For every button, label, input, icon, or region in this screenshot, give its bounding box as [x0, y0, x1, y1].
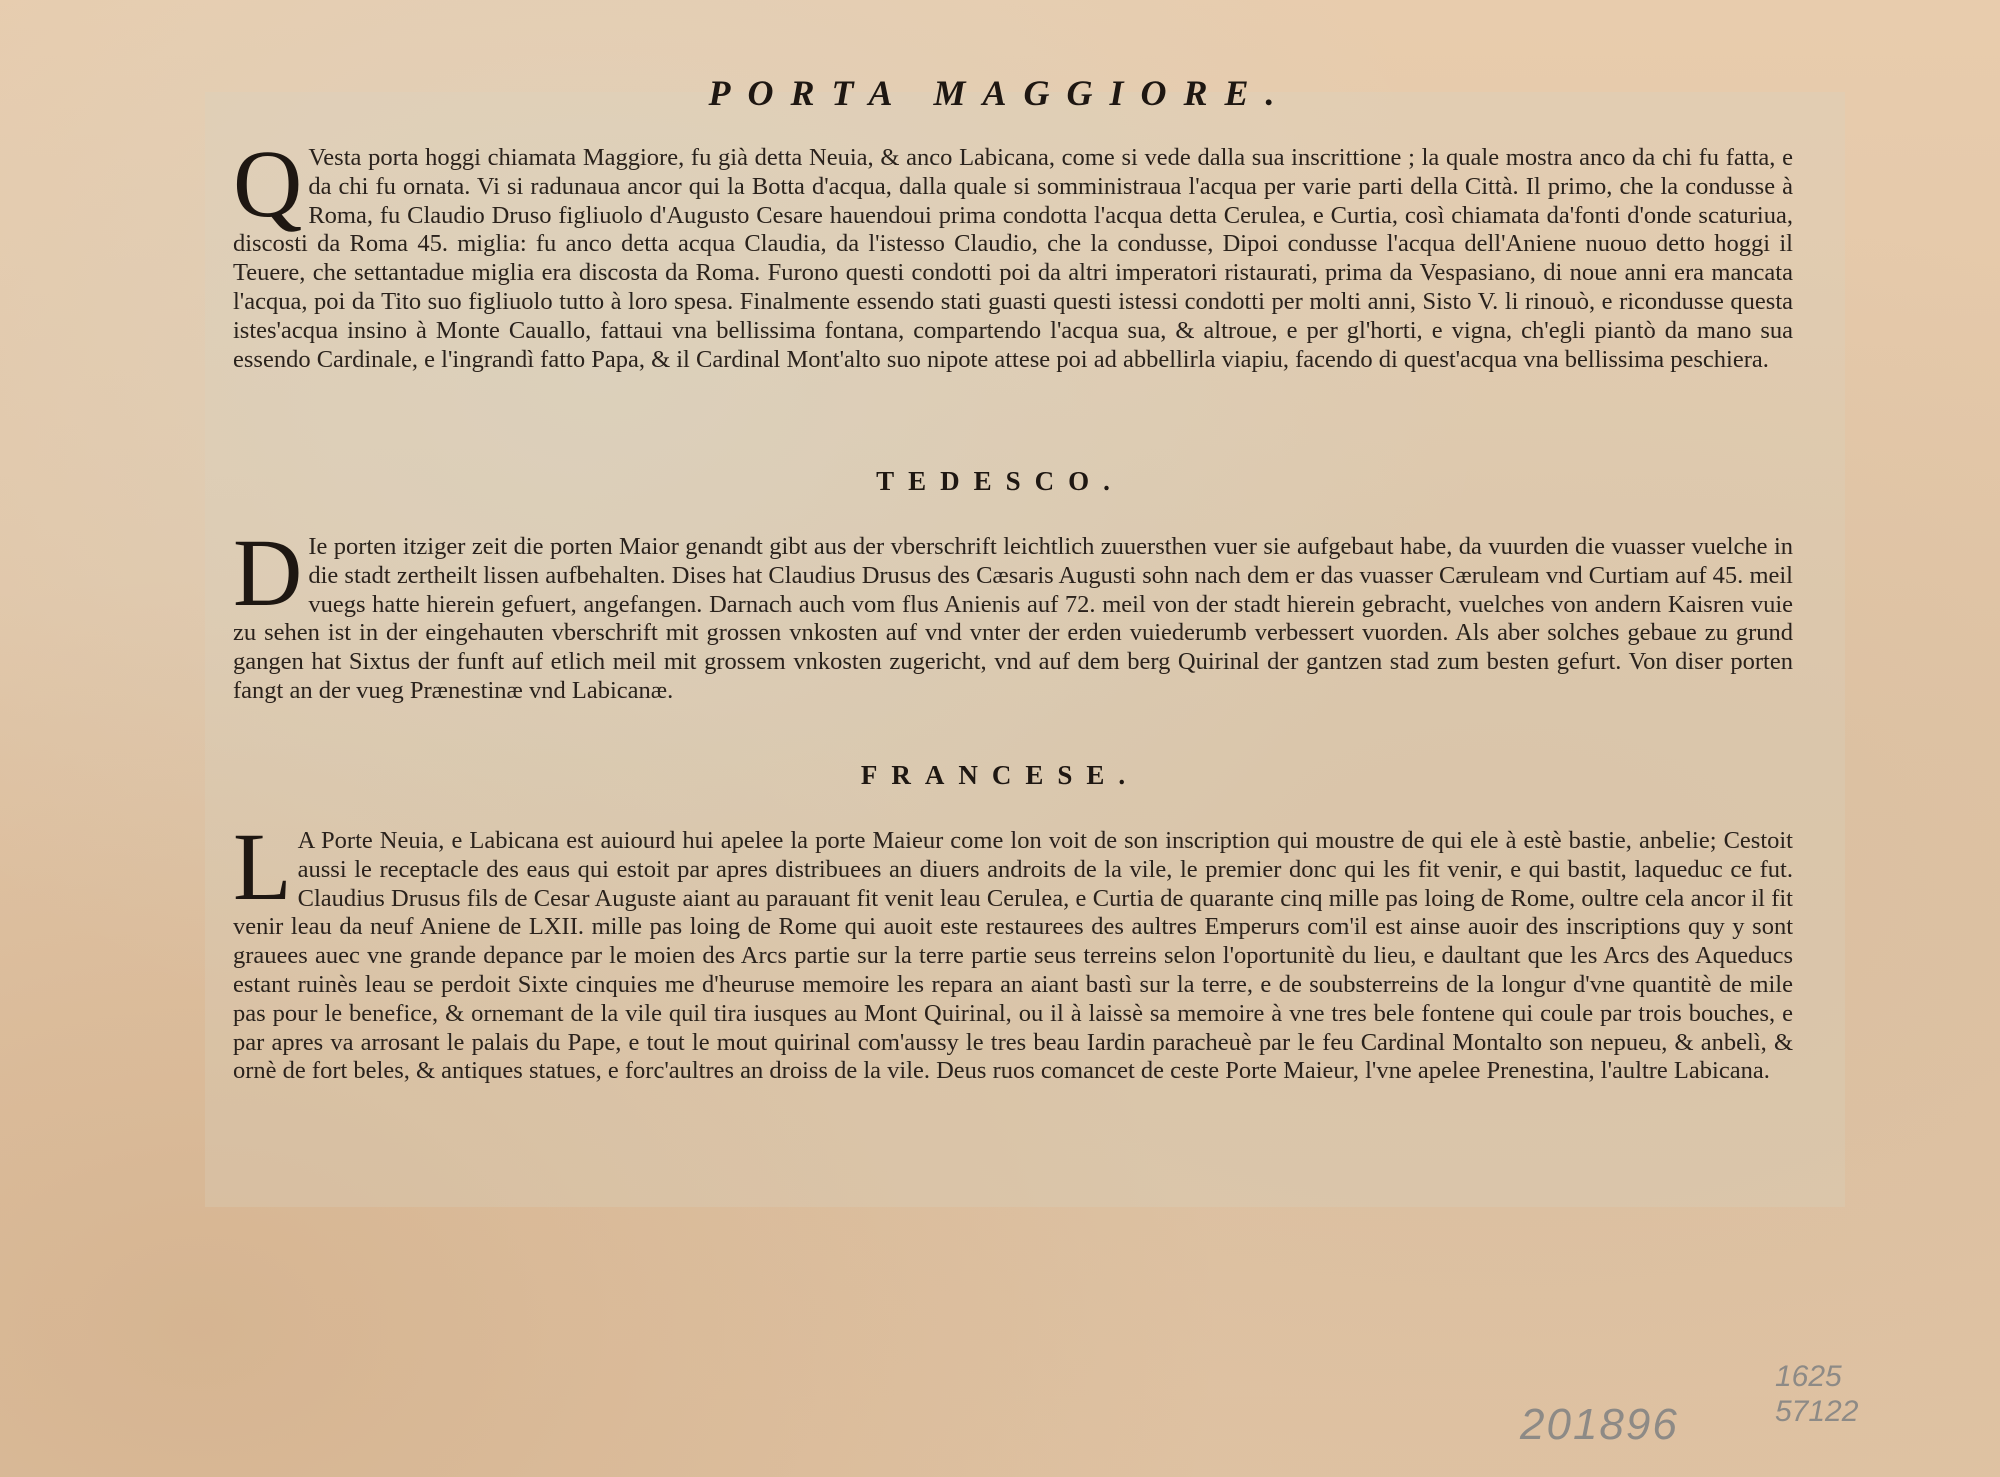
drop-cap: Q — [233, 130, 303, 237]
paragraph-text: Ie porten itziger zeit die porten Maior genandt gibt aus der vberschrift leichtlich zuuersthen vuer sie aufgebaut habe, da vuurden die vuasser vuelche in die stadt zertheilt lissen aufbehalten. Dises hat Claudius Drusus des Cæsaris Augusti sohn nach dem er das vuasser Cæruleam vnd Curtiam auf 45. meil vuegs hatte hierein gefuert, angefangen. Darnach auch vom flus Anienis auf 72. meil von der stadt hierein gebracht, vuelches von andern Kaisren vuie zu sehen ist in der eingehauten vberschrift mit grossen vnkosten auf vnd vnter der erden vuiederumb verbessert vuorden. Als aber solches gebaue zu grund gangen hat Sixtus der funft auf etlich meil mit grossem vnkosten zugericht, vnd auf dem berg Quirinal der gantzen stad zum besten gefurt. Von diser porten fangt an der vueg Prænestinæ vnd Labicanæ. — [233, 533, 1793, 704]
drop-cap: D — [233, 519, 303, 626]
paragraph-text: A Porte Neuia, e Labicana est auiourd hui apelee la porte Maieur come lon voit de son inscription qui moustre de qui ele à estè bastie, anbelie; Cestoit aussi le receptacle des eaus qui estoit par apres distribuees an diuers androits de la vile, le premier donc qui les fit venir, e qui bastit, laqueduc ce fut. Claudius Drusus fils de Cesar Auguste aiant au parauant fit venit leau Cerulea, e Curtia de quarante cinq mille pas loing de Rome, oultre cela ancor il fit venir leau da neuf Aniene de LXII. mille pas loing de Rome qui auoit este restaurees des aultres Emperurs com'il est ainse auoir des inscriptions quy y sont grauees auec vne grande depance par le moien des Arcs partie sur la terre partie seus terreins selon l'oportunitè du lieu, e daultant que les Arcs des Aqueducs estant ruinès leau se perdoit Sixte cinquies me d'heuruse memoire les repara an aiant bastì sur la terre, e de soubsterreins de la longur d'vne quantitè de mile pas pour le benefice, & ornemant de la vile quil tira iusques au Mont Quirinal, ou il à laissè sa memoire à vne tres bele fontene qui coule par trois bouches, e par apres va arrosant le palais du Pape, e tout le mout quirinal com'aussy le tres beau Iardin paracheuè par le feu Cardinal Montalto son nepueu, & anbelì, & ornè de fort beles, & antiques statues, e forc'aultres an droiss de la vile. Deus ruos comancet de ceste Porte Maieur, l'vne apelee Prenestina, l'aultre Labicana. — [233, 827, 1793, 1085]
section-heading-francese: FRANCESE. — [860, 760, 1140, 790]
paragraph-text: Vesta porta hoggi chiamata Maggiore, fu già detta Neuia, & anco Labicana, come si vede dalla sua inscrittione ; la quale mostra anco da chi fu fatta, e da chi fu ornata. Vi si radunaua ancor qui la Botta d'acqua, dalla quale si somministraua l'acqua per varie parti della Città. Il primo, che la condusse à Roma, fu Claudio Druso figliuolo d'Augusto Cesare hauendoui prima condotta l'acqua detta Cerulea, e Curtia, così chiamata da'fonti d'onde scaturiua, discosti da Roma 45. miglia: fu anco detta acqua Claudia, da l'istesso Claudio, che la condusse, Dipoi condusse l'acqua dell'Aniene nuouo detto hoggi il Teuere, che settantadue miglia era discosta da Roma. Furono questi condotti poi da altri imperatori ristaurati, prima da Vespasiano, di noue anni era mancata l'acqua, poi da Tito suo figliuolo tutto à loro spesa. Finalmente essendo stati guasti questi istessi condotti per molti anni, Sisto V. li rinouò, e ricondusse questa istes'acqua insino à Monte Cauallo, fattaui vna bellissima fontana, compartendo l'acqua sua, & altroue, e per gl'horti, e vigna, ch'egli piantò da mano sua essendo Cardinale, e l'ingrandì fatto Papa, & il Cardinal Mont'alto suo nipote attese poi ad abbellirla viapiu, facendo di quest'acqua vna bellissima peschiera. — [233, 144, 1793, 373]
pencil-mark: 1625 — [1775, 1360, 1842, 1393]
french-paragraph — [233, 813, 1793, 1086]
drop-cap: L — [233, 813, 292, 920]
pencil-mark: 57122 — [1775, 1395, 1859, 1428]
section-heading-tedesco: TEDESCO. — [876, 466, 1124, 496]
page-title: PORTA MAGGIORE. — [708, 73, 1292, 113]
german-paragraph — [233, 519, 1793, 706]
pencil-mark: 201896 — [1520, 1400, 1679, 1449]
italian-paragraph — [233, 130, 1793, 374]
